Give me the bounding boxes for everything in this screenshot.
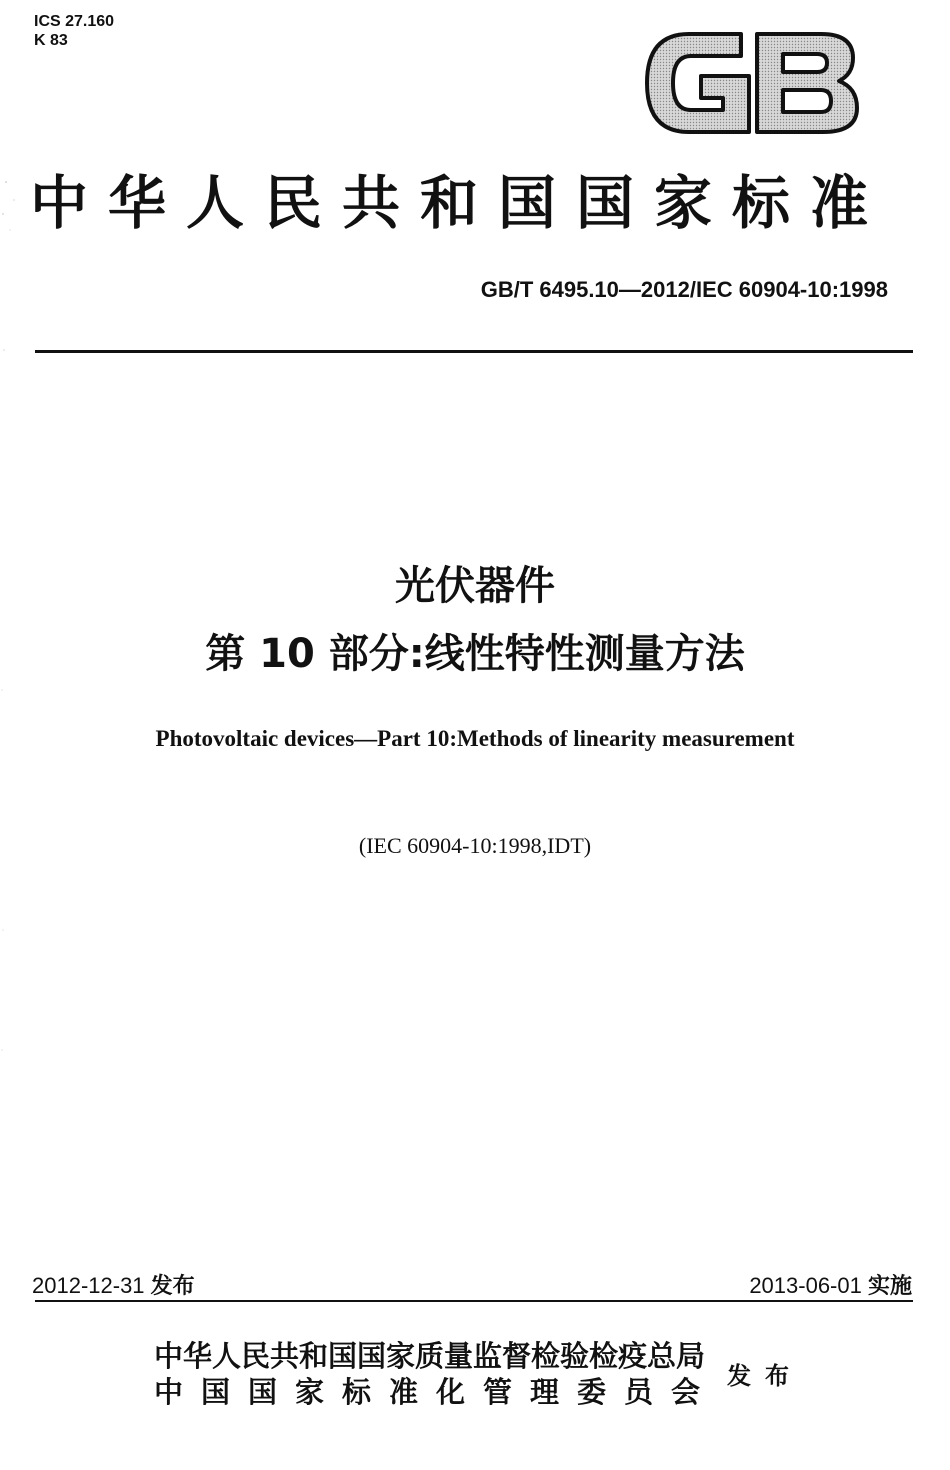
implement-date-line: [749, 1269, 912, 1300]
bottom-divider: [35, 1300, 913, 1302]
standard-number: GB/T 6495.10—2012/IEC 60904-10:1998: [480, 277, 888, 302]
issue-label: 发布: [727, 1362, 803, 1390]
scan-edge-speckle: [0, 170, 22, 1070]
ics-code: ICS 27.160: [34, 13, 115, 30]
publish-label: 发布: [150, 1274, 195, 1299]
issuer-line1: 中华人民共和国国家质量监督检验检疫总局: [154, 1339, 706, 1373]
national-standard-heading: 中华人民共和国国家标准: [30, 169, 889, 237]
title-english: Photovoltaic devices—Part 10:Methods of linearity measurement: [155, 726, 795, 751]
classification-codes: [34, 12, 114, 50]
title-cn-line2: 第 10 部分:线性特性测量方法: [205, 631, 745, 677]
title-cn-line1: 光伏器件: [395, 563, 555, 609]
implement-date: 2013-06-01: [749, 1273, 862, 1298]
idt-note: (IEC 60904-10:1998,IDT): [358, 833, 592, 858]
k-code: K 83: [34, 32, 68, 49]
publish-date-line: [32, 1269, 195, 1300]
gb-logo: [641, 28, 863, 138]
top-divider: [35, 350, 913, 353]
publish-date: 2012-12-31: [32, 1273, 145, 1298]
issuer-line2: 中国国家标准化管理委员会: [154, 1375, 719, 1409]
implement-label: 实施: [867, 1274, 912, 1299]
